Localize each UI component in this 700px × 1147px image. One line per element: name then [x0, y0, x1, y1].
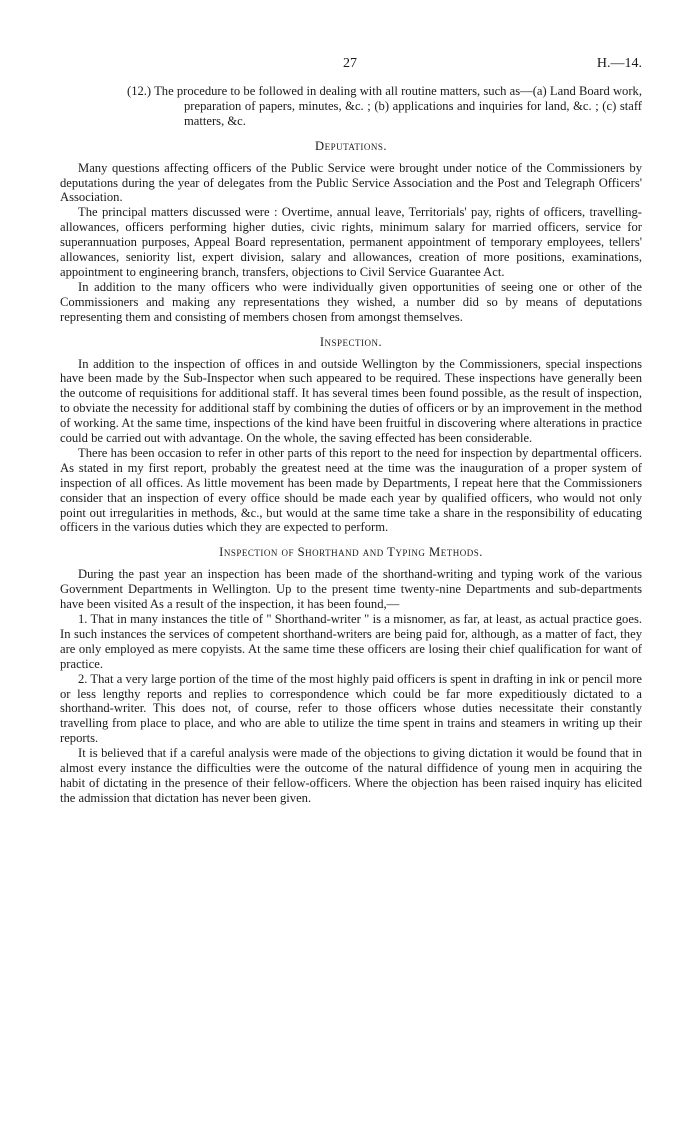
inspection-paragraph: There has been occasion to refer in other parts of this report to the need for inspection by departmental officers. As stated in my first report, probably the greatest need at the time was the inauguration of a proper system of inspection of all offices. As little movement has been made by Departments, I repeat here that the Commissioners consider that an inspection of every office should be made each year by qualified officers, who would not only point out irregularities in methods, &c., but would at the same time take a share in the responsibility of educating officers in the various duties which they are expected to perform.	[60, 445, 642, 535]
page-number: 27	[343, 56, 357, 71]
document-reference: H.—14.	[596, 56, 642, 71]
section-heading-inspection: Inspection.	[319, 334, 383, 349]
deputations-paragraph: The principal matters discussed were : Overtime, annual leave, Territorials' pay, rights of officers, travelling-allowances, officers performing higher duties, civic rights, minimum salary for married officers, service for superannuation purposes, Appeal Board representation, permanent appointment of temporary employees, tellers' allowances, seniority list, expert division, salary and allowances, creation of more positions, examinations, appointment to engineering branch, transfers, objections to Civil Service Guarantee Act.	[60, 205, 642, 279]
deputations-paragraph: Many questions affecting officers of the Public Service were brought under notice of the Commissioners by deputations during the year of delegates from the Public Service Association and the Post and Telegraph Officers' Association.	[60, 160, 642, 205]
inspection-paragraph: In addition to the inspection of offices in and outside Wellington by the Commissioners, special inspections have been made by the Sub-Inspector when such appeared to be required. These inspections have generally been the outcome of requisitions for additional staff. It has several times been found possible, as the result of inspection, to obviate the necessity for additional staff by combining the duties of officers or by an improvement in the method of working. At the same time, inspections of the kind have been fruitful in discovering where alterations in practice could be carried out with advantage. On the whole, the saving effected has been considerable.	[60, 356, 642, 446]
shorthand-paragraph: It is believed that if a careful analysis were made of the objections to giving dictation it would be found that in almost every instance the difficulties were the outcome of the natural diffidence of young men in acquiring the habit of dictating in the presence of their fellow-officers. Where the objection has been raised inquiry has elicited the admission that dictation has never been given.	[60, 746, 642, 805]
section-heading-shorthand-typing: Inspection of Shorthand and Typing Methods.	[219, 545, 483, 560]
shorthand-paragraph: During the past year an inspection has been made of the shorthand-writing and typing work of the various Government Departments in Wellington. Up to the present time twenty-nine Departments and sub-departments have been visited As a result of the inspection, it has been found,—	[60, 567, 642, 612]
shorthand-finding-1: 1. That in many instances the title of " Shorthand-writer " is a misnomer, as far, at least, as actual practice goes. In such instances the services of competent shorthand-writers are being paid for, although, as a matter of fact, they are only employed as mere copyists. At the same time these officers are losing their chief qualification for want of practice.	[60, 612, 642, 671]
page-body	[60, 84, 642, 806]
shorthand-finding-2: 2. That a very large portion of the time of the most highly paid officers is spent in drafting in ink or pencil more or less lengthy reports and replies to correspondence which could be far more expeditiously dictated to a shorthand-writer. This does not, of course, refer to those officers whose duties necessitate their constantly travelling from place to place, and who are able to utilize the time spent in trains and steamers in writing up their reports.	[60, 671, 642, 746]
section-heading-deputations: Deputations.	[314, 138, 388, 153]
deputations-paragraph: In addition to the many officers who were individually given opportunities of seeing one or other of the Commissioners and making any representations they wished, a number did so by means of deputations representing them and consisting of members chosen from amongst themselves.	[60, 279, 642, 324]
procedure-item-12: (12.) The procedure to be followed in dealing with all routine matters, such as—(a) Land Board work, preparation of papers, minutes, &c. ; (b) applications and inquiries for land, &c. ; (c) staff matters, &c.	[127, 84, 642, 128]
